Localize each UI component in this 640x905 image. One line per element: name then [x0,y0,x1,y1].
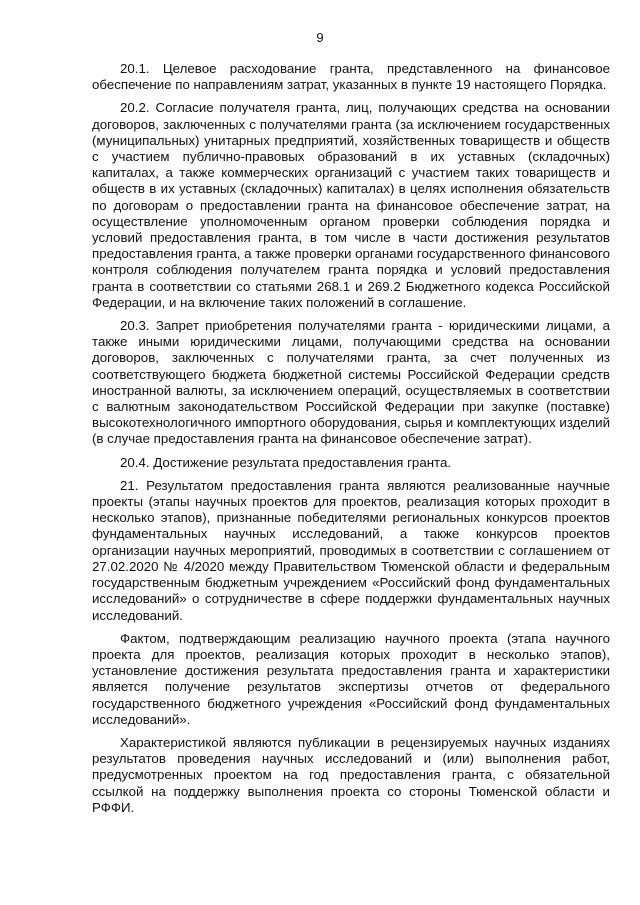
paragraph-20-4: 20.4. Достижение результата предоставления гранта. [120,454,452,470]
paragraph-20-2: 20.2. Согласие получателя гранта, лиц, получающих средства на основании договоров, заключенных с получателями гранта (за исключением государственных (муниципальных) унитарных предприятий, хозяйственных товариществ и обществ с участием публично-правовых образований в их уставных (складочных) капиталах, а также коммерческих организаций с участием таких товариществ и обществ в их уставных (складочных) капиталах) в целях исполнения обязательств по договорам о предоставлении гранта на финансовое обеспечение затрат, на осуществление уполномоченным органом проверки соблюдения порядка и условий предоставления гранта, в том числе в части достижения результатов предоставления гранта, а также проверки органами государственного финансового контроля соблюдения получателем гранта порядка и условий предоставления гранта в соответствии со статьями 268.1 и 269.2 Бюджетного кодекса Российской Федерации, и на включение таких положений в соглашение. [92,100,610,310]
document-body [92,61,610,823]
page-number: 9 [316,30,324,45]
paragraph-21: 21. Результатом предоставления гранта являются реализованные научные проекты (этапы научных проектов для проектов, реализация которых проходит в несколько этапов), признанные победителями региональных конкурсов проектов фундаментальных научных исследований, а также конкурсов проектов организации научных мероприятий, проводимых в соответствии с соглашением от 27.02.2020 № 4/2020 между Правительством Тюменской области и федеральным государственным бюджетным учреждением «Российский фонд фундаментальных исследований» о сотрудничестве в сфере поддержки фундаментальных научных исследований. [92,477,610,623]
paragraph-21-characteristic: Характеристикой являются публикации в рецензируемых научных изданиях результатов проведения научных исследований и (или) выполнения работ, предусмотренных проектом на год предоставления гранта, с обязательной ссылкой на поддержку выполнения проекта со стороны Тюменской области и РФФИ. [92,734,610,815]
paragraph-21-fact: Фактом, подтверждающим реализацию научного проекта (этапа научного проекта для проектов, реализация которых проходит в несколько этапов), установление достижения результата предоставления гранта и характеристики является получение результатов экспертизы отчетов от федерального государственного бюджетного учреждения «Российский фонд фундаментальных исследований». [92,630,610,727]
paragraph-20-1: 20.1. Целевое расходование гранта, представленного на финансовое обеспечение по направлениям затрат, указанных в пункте 19 настоящего Порядка. [92,61,610,93]
paragraph-20-3: 20.3. Запрет приобретения получателями гранта - юридическими лицами, а также иными юридическими лицами, получающими средства на основании договоров, заключенных с получателями гранта, за счет полученных из соответствующего бюджета бюджетной системы Российской Федерации средств иностранной валюты, за исключением операций, осуществляемых в соответствии с валютным законодательством Российской Федерации при закупке (поставке) высокотехнологичного импортного оборудования, сырья и комплектующих изделий (в случае предоставления гранта на финансовое обеспечение затрат). [92,318,610,447]
